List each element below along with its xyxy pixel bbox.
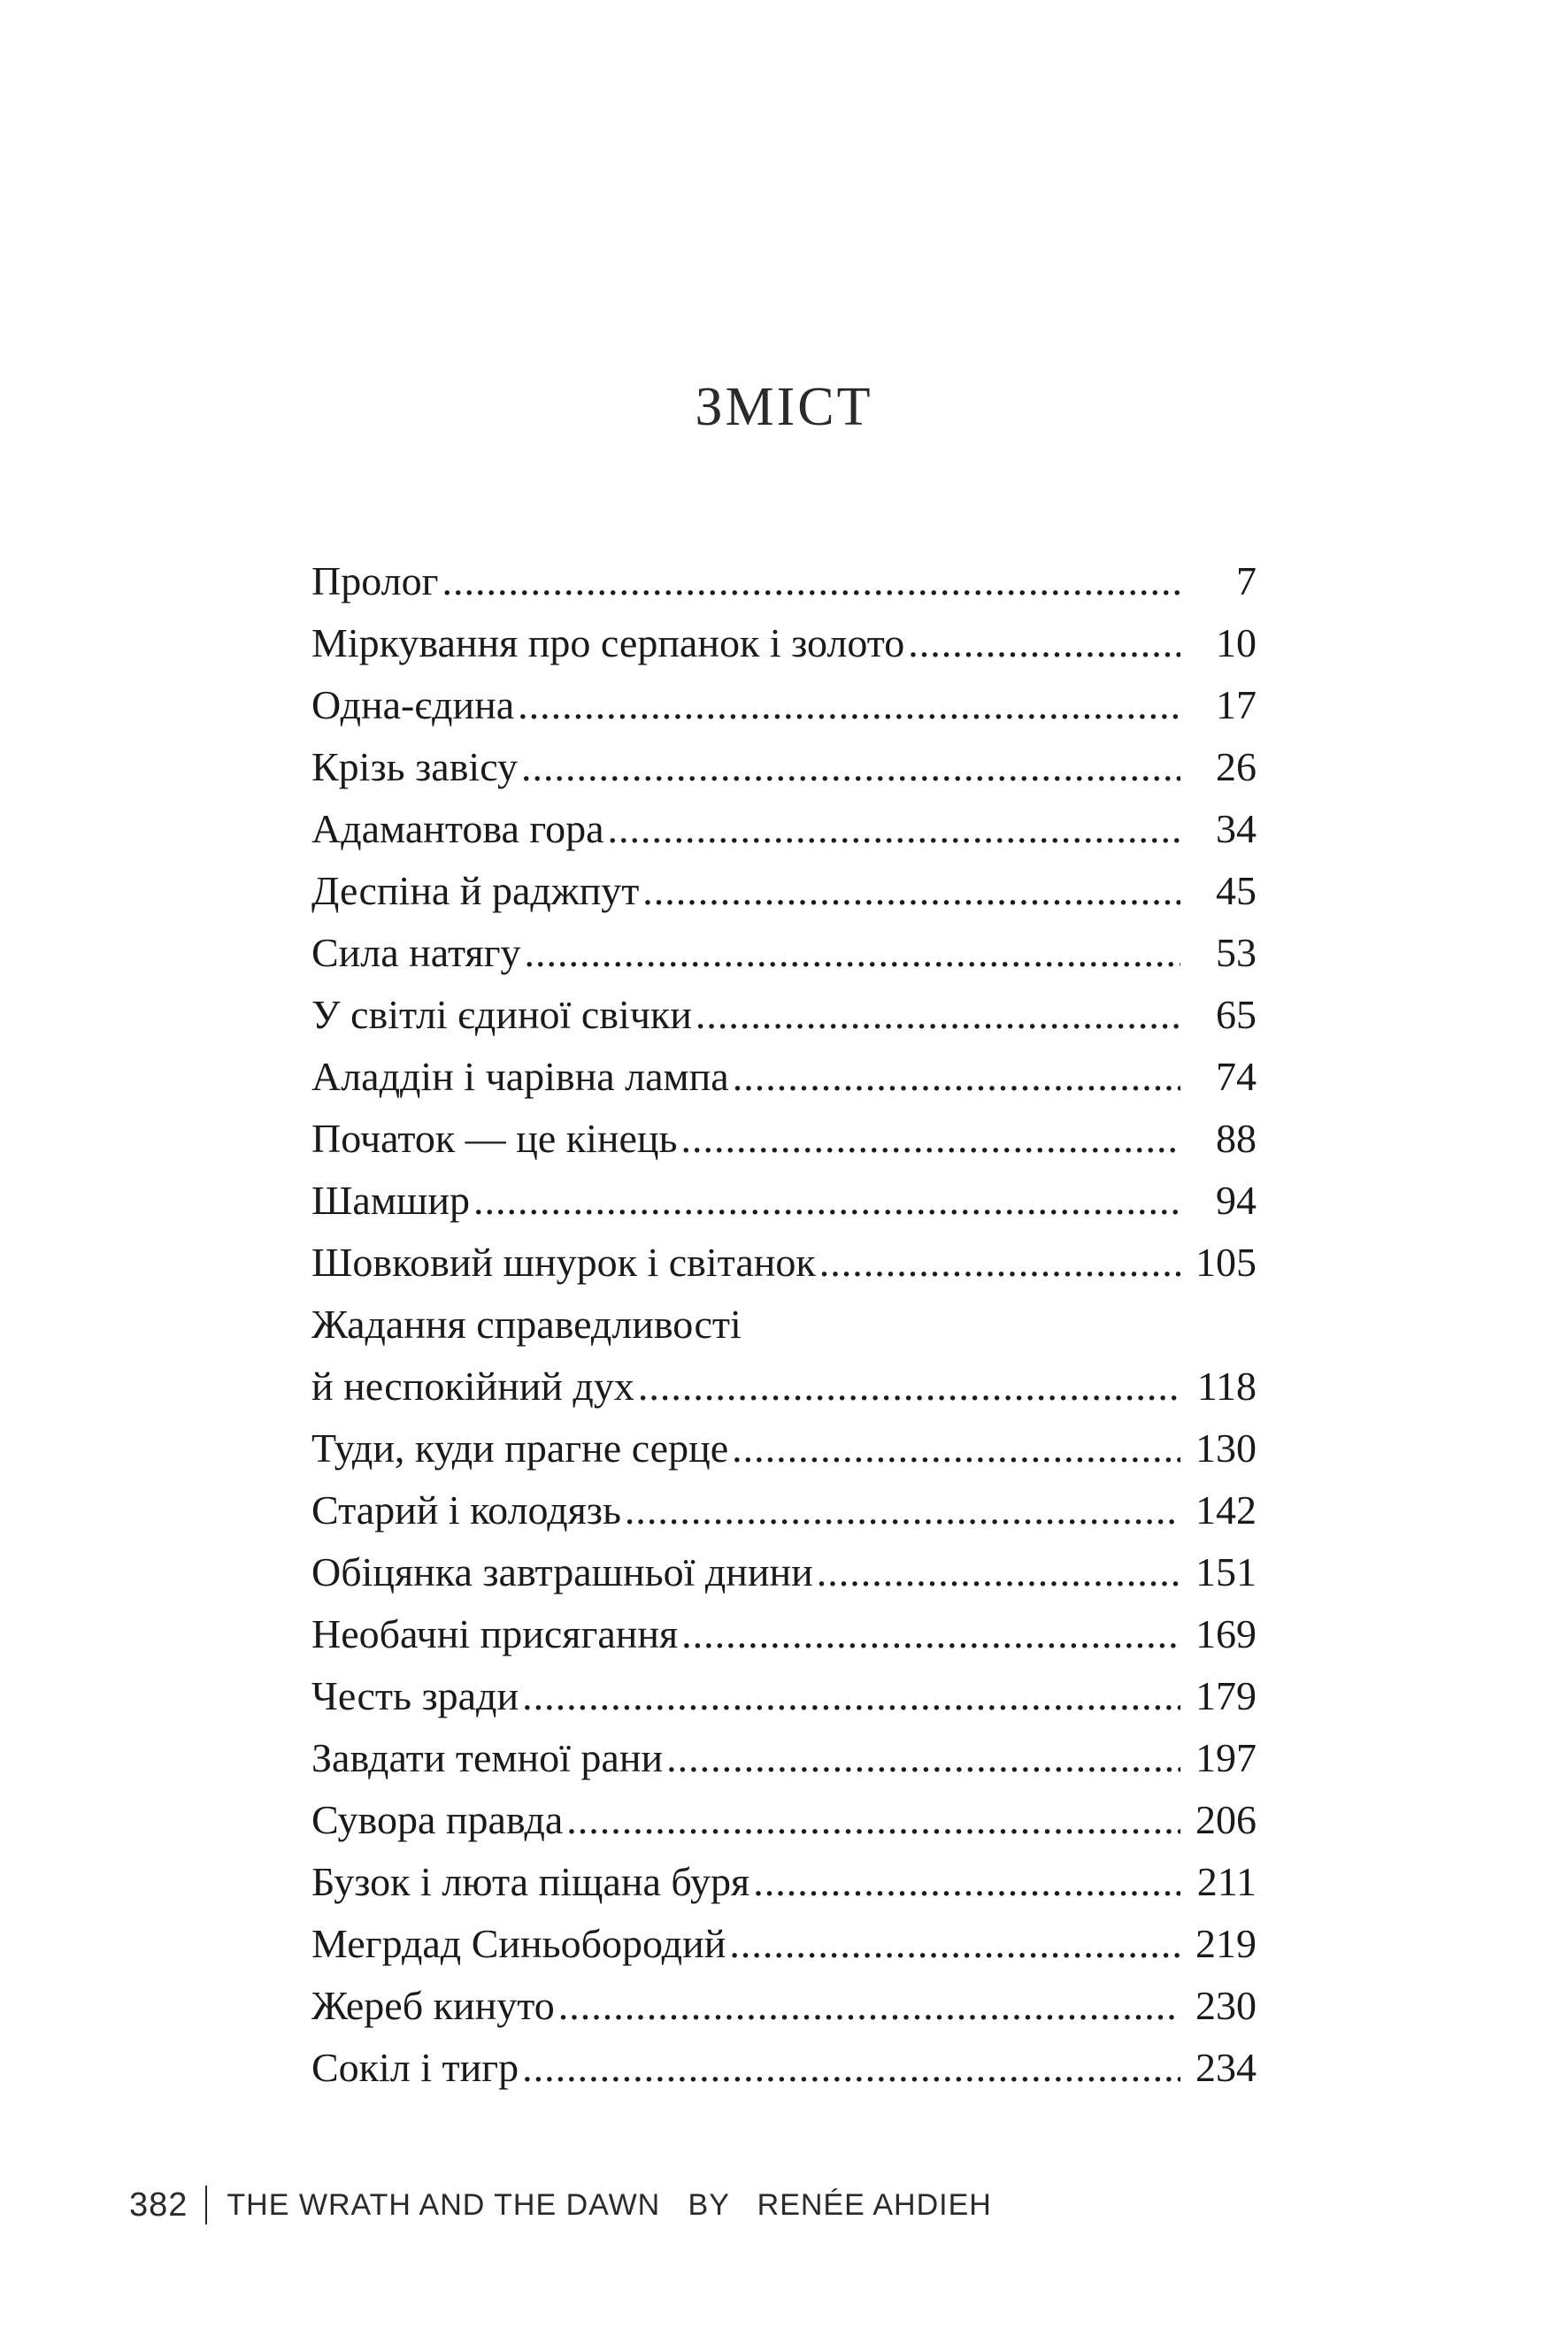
toc-entry-page: 17	[1216, 682, 1257, 727]
toc-entry-title: Міркування про серпанок і золото	[311, 620, 905, 665]
toc-entry[interactable]	[311, 798, 1257, 860]
toc-leader-dots	[522, 1665, 1180, 1727]
toc-leader-dots	[908, 612, 1180, 674]
toc-leader-dots	[558, 1975, 1180, 2037]
toc-leader-dots	[681, 1108, 1180, 1170]
toc-entry-page: 151	[1195, 1549, 1257, 1594]
toc-entry-page: 211	[1196, 1859, 1257, 1904]
toc-entry[interactable]	[311, 1975, 1257, 2037]
toc-leader-dots	[819, 1232, 1180, 1294]
toc-entry-page: 88	[1216, 1116, 1257, 1161]
toc-entry-title: У світлі єдиної свічки	[311, 992, 692, 1037]
toc-entry[interactable]	[311, 1356, 1257, 1418]
toc-leader-dots	[681, 1603, 1180, 1665]
footer-divider	[205, 2186, 207, 2224]
toc-entry[interactable]	[311, 1541, 1257, 1603]
toc-entry-title: Необачні присягання	[311, 1611, 679, 1656]
toc-leader-dots	[442, 550, 1180, 612]
toc-entry-title: Мегрдад Синьобородий	[311, 1921, 726, 1966]
toc-entry-page: 34	[1216, 806, 1257, 851]
toc-entry-page: 10	[1216, 620, 1257, 665]
toc-entry-title: Сувора правда	[311, 1797, 564, 1842]
toc-entry[interactable]	[311, 1479, 1257, 1541]
toc-entry[interactable]	[311, 984, 1257, 1046]
toc-leader-dots	[566, 1789, 1180, 1851]
toc-leader-dots	[638, 1356, 1180, 1418]
toc-entry[interactable]	[311, 1108, 1257, 1170]
toc-entry-title: Жереб кинуто	[311, 1983, 555, 2028]
toc-entry[interactable]	[311, 736, 1257, 798]
toc-entry-page: 45	[1216, 868, 1257, 913]
toc-entry[interactable]	[311, 1665, 1257, 1727]
toc-entry-title: Жадання справедливості	[311, 1302, 742, 1347]
toc-entry[interactable]	[311, 1294, 1257, 1356]
toc-entry-title: Туди, куди прагне серце	[311, 1425, 729, 1471]
toc-leader-dots	[522, 2037, 1180, 2099]
toc-leader-dots	[732, 1418, 1180, 1479]
toc-leader-dots	[696, 984, 1180, 1046]
toc-entry-title: Бузок і люта піщана буря	[311, 1859, 750, 1904]
toc-leader-dots	[666, 1727, 1180, 1789]
toc-entry-title: Старий і колодязь	[311, 1487, 621, 1533]
toc-entry[interactable]	[311, 1232, 1257, 1294]
toc-entry-page: 7	[1236, 558, 1257, 603]
toc-entry-title: Честь зради	[311, 1673, 519, 1718]
toc-entry[interactable]	[311, 1046, 1257, 1108]
toc-entry[interactable]	[311, 2037, 1257, 2099]
page-title: ЗМІСТ	[695, 377, 873, 437]
toc-entry-page: 130	[1195, 1425, 1257, 1471]
toc-entry-page: 53	[1216, 930, 1257, 975]
toc-entry-page: 118	[1196, 1364, 1257, 1409]
toc-entry-title: Сила натягу	[311, 930, 521, 975]
toc-entry-title: Початок — це кінець	[311, 1116, 678, 1161]
toc-entry-title: Пролог	[311, 558, 439, 603]
toc-entry-title: Деспіна й раджпут	[311, 868, 640, 913]
running-footer	[129, 2186, 992, 2224]
toc-leader-dots	[521, 736, 1180, 798]
toc-entry-page: 219	[1195, 1921, 1257, 1966]
toc-entry-page: 105	[1195, 1240, 1257, 1285]
toc-entry-page: 179	[1195, 1673, 1257, 1718]
toc-entry-page: 234	[1195, 2045, 1257, 2090]
toc-entry[interactable]	[311, 1789, 1257, 1851]
toc-entry-title: Обіцянка завтрашньої днини	[311, 1549, 813, 1594]
toc-entry[interactable]	[311, 674, 1257, 736]
toc-entry-title: Шовковий шнурок і світанок	[311, 1240, 816, 1285]
toc-entry-page: 94	[1216, 1178, 1257, 1223]
toc-entry-page: 206	[1195, 1797, 1257, 1842]
toc-entry-title: Шамшир	[311, 1178, 470, 1223]
table-of-contents	[311, 550, 1257, 2099]
toc-leader-dots	[473, 1170, 1180, 1232]
toc-entry[interactable]	[311, 1170, 1257, 1232]
toc-entry[interactable]	[311, 612, 1257, 674]
toc-entry-page: 26	[1216, 744, 1257, 789]
toc-entry-page: 197	[1195, 1735, 1257, 1780]
toc-entry-page: 230	[1195, 1983, 1257, 2028]
toc-entry[interactable]	[311, 1851, 1257, 1913]
toc-leader-dots	[525, 922, 1180, 984]
toc-entry-title: Адамантова гора	[311, 806, 604, 851]
toc-leader-dots	[642, 860, 1180, 922]
toc-leader-dots	[733, 1046, 1180, 1108]
toc-entry-title: й неспокійний дух	[311, 1364, 634, 1409]
toc-leader-dots	[625, 1479, 1180, 1541]
toc-entry-page: 169	[1195, 1611, 1257, 1656]
toc-entry-page: 65	[1216, 992, 1257, 1037]
toc-entry[interactable]	[311, 922, 1257, 984]
page-number: 382	[129, 2186, 188, 2224]
toc-leader-dots	[753, 1851, 1180, 1913]
book-title: THE WRATH AND THE DAWN BY RENÉE AHDIEH	[227, 2187, 992, 2222]
toc-entry[interactable]	[311, 1913, 1257, 1975]
toc-entry-page: 74	[1216, 1054, 1257, 1099]
toc-leader-dots	[608, 798, 1180, 860]
toc-entry-title: Сокіл і тигр	[311, 2045, 519, 2090]
toc-leader-dots	[729, 1913, 1180, 1975]
toc-leader-dots	[518, 674, 1180, 736]
toc-entry[interactable]	[311, 1603, 1257, 1665]
toc-entry-title: Завдати темної рани	[311, 1735, 664, 1780]
toc-entry[interactable]	[311, 1418, 1257, 1479]
toc-leader-dots	[817, 1541, 1180, 1603]
toc-entry[interactable]	[311, 1727, 1257, 1789]
toc-entry-page: 142	[1195, 1487, 1257, 1533]
toc-entry-title: Аладдін і чарівна лампа	[311, 1054, 729, 1099]
toc-entry-title: Крізь завісу	[311, 744, 519, 789]
toc-entry-title: Одна-єдина	[311, 682, 515, 727]
toc-entry[interactable]	[311, 860, 1257, 922]
toc-entry[interactable]	[311, 550, 1257, 612]
